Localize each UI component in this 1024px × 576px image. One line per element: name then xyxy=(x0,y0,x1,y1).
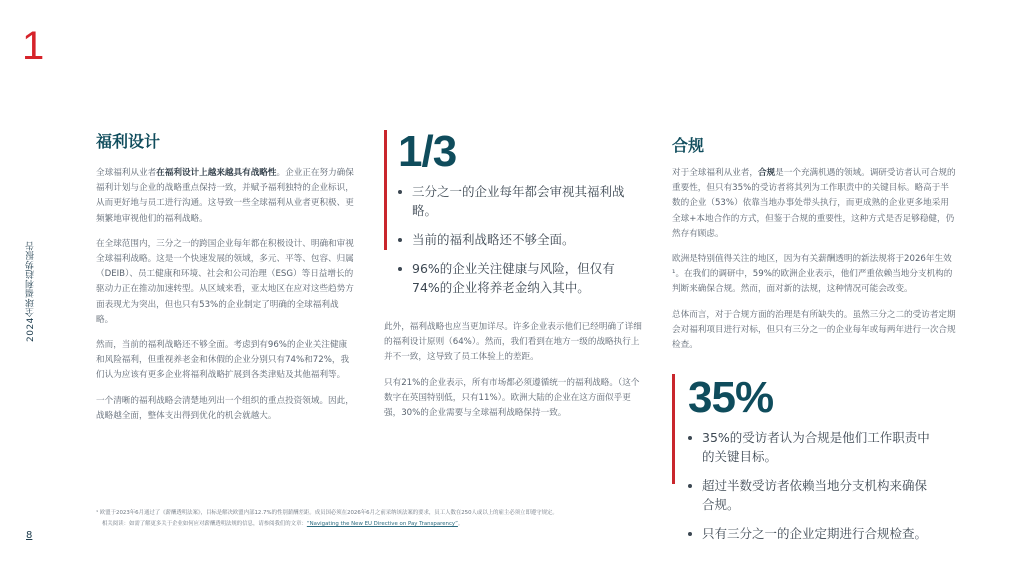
bullet-dot-icon xyxy=(398,267,402,271)
stat-bullet: 96%的企业关注健康与风险，但仅有74%的企业将养老金纳入其中。 xyxy=(398,259,638,297)
footnote-line-1: ¹ 欧盟于2023年6月通过了《薪酬透明法案》，目标是解决欧盟内部12.7%的性别薪酬差距。成员国必须在2026年6月之前采纳该法案的要求，员工人数在250人或以上的雇主必须立即遵守规定。 xyxy=(96,510,558,516)
welfare-design-paragraph-3: 然而，当前的福利战略还不够全面。考虑到有96%的企业关注健康和风险福利，但重视养老金和休假的企业分别只有74%和72%，我们认为应该有更多企业将福利战略扩展到各类津贴及其他福利等。 xyxy=(96,340,350,381)
stat-35-value: 35% xyxy=(688,373,774,422)
stat-bullet: 三分之一的企业每年都会审视其福利战略。 xyxy=(398,182,638,220)
bullet-dot-icon xyxy=(398,238,402,242)
footnote-line-2: 相关阅读：如需了解更多关于企业如何应对薪酬透明法规的信息，请参阅我们的文章：“Navigating the New EU Directive on Pay Transparency”。 xyxy=(102,521,464,527)
stat-accent-line xyxy=(384,130,387,250)
compliance-column xyxy=(672,136,956,363)
middle-text-block xyxy=(384,320,642,431)
bullet-dot-icon xyxy=(688,436,692,440)
stat-one-third-value: 1/3 xyxy=(398,127,457,176)
section-number: 1 xyxy=(22,24,45,68)
stat-35-bullets xyxy=(688,428,938,553)
stat-bullet: 当前的福利战略还不够全面。 xyxy=(398,230,638,249)
stat-bullet: 35%的受访者认为合规是他们工作职责中的关键目标。 xyxy=(688,428,938,466)
stat-one-third-bullets xyxy=(398,182,638,307)
bullet-dot-icon xyxy=(398,190,402,194)
stat-bullet: 只有三分之一的企业定期进行合规检查。 xyxy=(688,524,938,543)
welfare-design-paragraph-2: 在全球范围内，三分之一的跨国企业每年都在积极设计、明确和审视全球福利战略。这是一个快速发展的领域，多元、平等、包容、归属（DEIB）、员工健康和环境、社会和公司治理（ESG）等日益增长的驱动力正在推动加速转型。从区域来看，亚太地区在应对这些趋势方面表现尤为突出，但也只有53%的企业制定了明确的全球福利战略。 xyxy=(96,238,354,325)
compliance-paragraph-3: 总体而言，对于合规方面的治理是有所缺失的。虽然三分之二的受访者定期会对福利项目进行对标，但只有三分之一的企业每年或每两年进行一次合规检查。 xyxy=(672,309,956,351)
article-link[interactable]: “Navigating the New EU Directive on Pay Transparency” xyxy=(306,521,458,527)
middle-paragraph-2: 只有21%的企业表示，所有市场都必须遵循统一的福利战略。（这个数字在英国特别低，只有11%）。欧洲大陆的企业在这方面似乎更强，30%的企业需要与全球福利战略保持一致。 xyxy=(384,377,640,419)
welfare-design-paragraph-1: 全球福利从业者在福利设计上越来越具有战略性。企业正在努力确保福利计划与企业的战略重点保持一致，并赋予福利独特的企业标识，从而更好地与员工进行沟通。这导致一些全球福利从业者更积极、更频繁地审视他们的福利战略。 xyxy=(96,168,354,224)
middle-paragraph-1: 此外，福利战略也应当更加详尽。许多企业表示他们已经明确了详细的福利设计原则（64%）。然而，我们看到在地方一级的战略执行上并不一致，这导致了员工体验上的差距。 xyxy=(384,322,642,363)
stat-bullet: 超过半数受访者依赖当地分支机构来确保合规。 xyxy=(688,476,938,514)
report-side-title: 2024全球福利趋势报告 xyxy=(26,241,36,342)
welfare-design-column xyxy=(96,132,354,434)
welfare-design-title: 福利设计 xyxy=(96,132,161,151)
bullet-dot-icon xyxy=(688,484,692,488)
page-number: 8 xyxy=(26,530,33,541)
stat-35-accent-line xyxy=(672,374,675,484)
bullet-dot-icon xyxy=(688,532,692,536)
compliance-paragraph-1: 对于全球福利从业者，合规是一个充满机遇的领域。调研受访者认可合规的重要性，但只有35%的受访者将其列为工作职责中的关键目标。略高于半数的企业（53%）依靠当地办事处带头执行，而更成熟的企业更多地采用全球+本地合作的方式，但鉴于合规的重要性，这种方式是否足够稳健，仍然存有顾虑。 xyxy=(672,168,956,239)
compliance-paragraph-2: 欧洲是特别值得关注的地区，因为有关薪酬透明的新法规将于2026年生效¹。在我们的调研中，59%的欧洲企业表示，他们严重依赖当地分支机构的判断来确保合规。然而，面对新的法规，这种情况可能会改变。 xyxy=(672,254,953,295)
welfare-design-paragraph-4: 一个清晰的福利战略会清楚地列出一个组织的重点投资领域。因此，战略越全面，整体支出得到优化的机会就越大。 xyxy=(96,395,354,421)
compliance-title: 合规 xyxy=(672,136,705,155)
footnote xyxy=(96,508,636,530)
